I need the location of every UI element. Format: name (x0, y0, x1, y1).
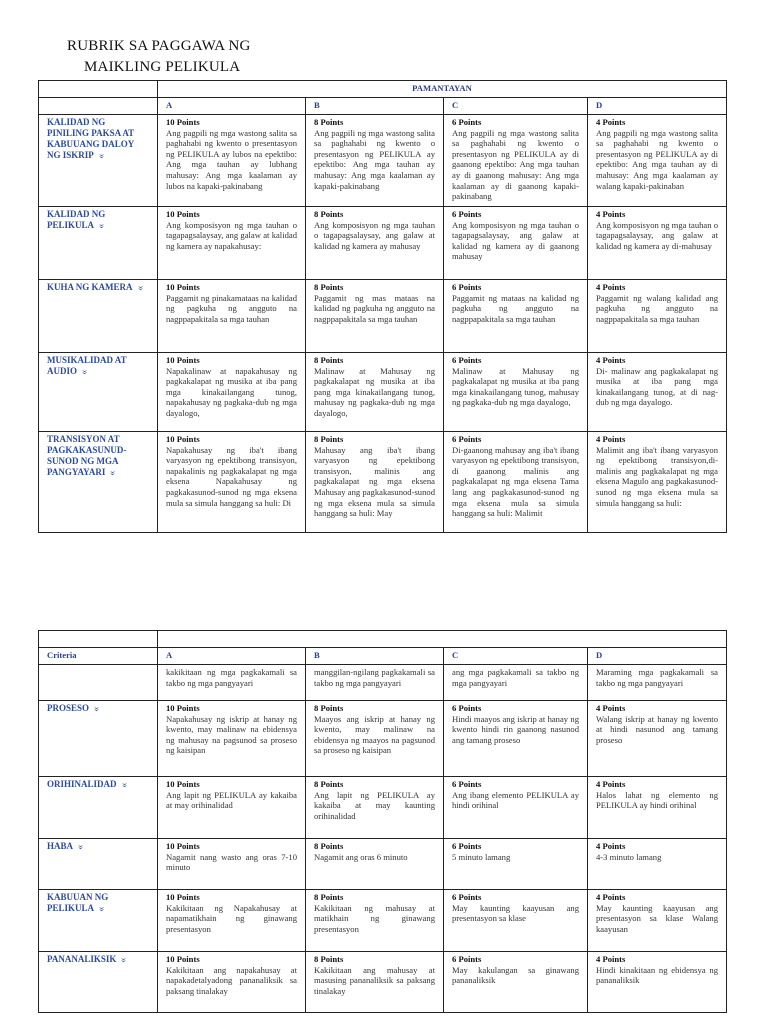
points-label: 10 Points (166, 892, 200, 902)
criterion-row (39, 777, 727, 839)
score-cell (306, 952, 444, 1013)
double-chevron-down-icon[interactable]: » (107, 470, 119, 476)
points-label: 10 Points (166, 703, 200, 713)
score-cell (444, 432, 588, 533)
score-description: Paggamit ng mas mataas na kalidad ng pagkuha ng angguto na nagppapakitala sa mga tauhan (314, 292, 435, 324)
points-label: 8 Points (314, 355, 344, 365)
points-label: 6 Points (452, 841, 482, 851)
score-description: Ang komposisyon ng mga tauhan o tagapagsalaysay, ang galaw at kalidad ng kamera ay di gaanong mahusay (452, 219, 579, 262)
points-label: 10 Points (166, 117, 200, 127)
criterion-label: PROSESO (47, 703, 90, 713)
criterion-row (39, 353, 727, 432)
score-description: Ang pagpili ng mga wastong salita sa paghahabi ng kwento o presentasyon ng PELIKULA ay lubos na epektibo: Ang mga tauhan ay lubhang mahusay: Ang mga kaalaman ay lubos na kapaki-pakinabang (166, 127, 297, 191)
score-cell (306, 432, 444, 533)
score-cell (444, 890, 588, 952)
criterion-cell (39, 890, 158, 952)
score-cell (306, 280, 444, 353)
score-description: Hindi kinakitaan ng ebidensya ng pananaliksik (596, 964, 718, 986)
score-cell (306, 839, 444, 890)
score-cell (158, 701, 306, 777)
score-description: Kakikitaan ng mahusay at matikhain ng ginawang presentasyon (314, 902, 435, 934)
points-label: 8 Points (314, 117, 344, 127)
score-cell (444, 839, 588, 890)
score-cell (158, 280, 306, 353)
document-title-line-1: RUBRIK SA PAGGAWA NG (67, 38, 251, 54)
column-a-header: A (158, 648, 306, 665)
criterion-row (39, 432, 727, 533)
points-label: 4 Points (596, 841, 626, 851)
criteria-header: Criteria (39, 648, 158, 665)
score-cell (444, 207, 588, 280)
score-description: Ang pagpili ng mga wastong salita sa paghahabi ng kwento o presentasyon ng PELIKULA ay epektibo: Ang mga tauhan ay mahusay: Ang mga kaalaman ay kapaki-pakinabang (314, 127, 435, 191)
score-description: Mahusay ang iba't ibang varyasyon ng epektibong transisyon, malinis ang pagkakalapat ng mga eksena Mahusay ang pagkakasunod-sunod ng mga eksena mula sa simula hanggang sa huli: May (314, 444, 435, 519)
column-b-header: B (306, 648, 444, 665)
score-description: May kakulangan sa ginawang pananaliksik (452, 964, 579, 986)
score-description: Ang komposisyon ng mga tauhan o tagapagsalaysay, ang galaw at kalidad ng kamera ay mahusay (314, 219, 435, 251)
criterion-label: ORIHINALIDAD (47, 779, 117, 789)
score-cell (588, 353, 727, 432)
criterion-label: KABUUAN NG PELIKULA (47, 892, 109, 913)
score-cell (444, 952, 588, 1013)
points-label: 4 Points (596, 703, 626, 713)
double-chevron-down-icon[interactable]: » (74, 844, 86, 850)
continuation-text-a: kakikitaan ng mga pagkakamali sa takbo ng mga pangyayari (166, 667, 297, 688)
column-d-header: D (588, 98, 727, 115)
points-label: 6 Points (452, 209, 482, 219)
score-cell (158, 115, 306, 207)
points-label: 8 Points (314, 434, 344, 444)
points-label: 10 Points (166, 209, 200, 219)
points-label: 4 Points (596, 209, 626, 219)
score-cell (306, 115, 444, 207)
score-cell (588, 115, 727, 207)
criterion-cell (39, 952, 158, 1013)
column-letter-row (39, 98, 727, 115)
points-label: 4 Points (596, 282, 626, 292)
score-description: Ang lapit ng PELIKULA ay kakaiba at may orihinalidad (166, 789, 297, 811)
score-cell (588, 890, 727, 952)
score-cell (158, 890, 306, 952)
criterion-row (39, 839, 727, 890)
criterion-cell (39, 777, 158, 839)
double-chevron-down-icon[interactable]: » (118, 957, 130, 963)
points-label: 4 Points (596, 355, 626, 365)
score-description: Maayos ang iskrip at hanay ng kwento, may malinaw na ebidensya ng maayos na pagsunod sa proseso ng kaisipan (314, 713, 435, 756)
score-cell (158, 777, 306, 839)
score-description: Ang ibang elemento PELIKULA ay hindi orihinal (452, 789, 579, 811)
score-description: Hindi maayos ang iskrip at hanay ng kwento hindi rin gaanong nasunod ang tamang proseso (452, 713, 579, 745)
score-cell (588, 432, 727, 533)
score-description: Napakahusay ng iskrip at hanay ng kwento, may malinaw na ebidensya ng mahusay na pagsunod sa proseso ng kaisipan (166, 713, 297, 756)
score-description: Paggamit ng mataas na kalidad ng pagkuha ng angguto na nagppapakitala sa mga tauhan (452, 292, 579, 324)
criterion-cell (39, 115, 158, 207)
points-label: 6 Points (452, 355, 482, 365)
rubric-table-2 (38, 630, 727, 1013)
criterion-row (39, 952, 727, 1013)
score-cell (444, 701, 588, 777)
score-description: Walang iskrip at hanay ng kwento at hindi nasunod ang tamang proseso (596, 713, 718, 745)
points-label: 10 Points (166, 282, 200, 292)
score-description: Nagamit ang oras 6 minuto (314, 851, 408, 862)
score-cell (306, 353, 444, 432)
rubric-table-1 (38, 80, 727, 533)
score-cell (306, 777, 444, 839)
score-description: Kakikitaan ng Napakahusay at napamatikhain ng ginawang presentasyon (166, 902, 297, 934)
points-label: 4 Points (596, 892, 626, 902)
points-label: 4 Points (596, 954, 626, 964)
score-cell (588, 952, 727, 1013)
points-label: 10 Points (166, 779, 200, 789)
score-cell (588, 280, 727, 353)
continuation-text-c: ang mga pagkakamali sa takbo ng mga pangyayari (452, 667, 579, 688)
double-chevron-down-icon[interactable]: » (95, 223, 107, 229)
continuation-text-b: manggilan-ngilang pagkakamali sa takbo ng mga pangyayari (314, 667, 435, 688)
points-label: 10 Points (166, 954, 200, 964)
points-label: 10 Points (166, 434, 200, 444)
score-cell (306, 890, 444, 952)
criterion-cell (39, 207, 158, 280)
pamantayan-header: PAMANTAYAN (158, 81, 727, 98)
score-cell (158, 353, 306, 432)
score-description: Halos lahat ng elemento ng PELIKULA ay hindi orihinal (596, 789, 718, 811)
score-description: Nagamit nang wasto ang oras 7-10 minuto (166, 851, 297, 873)
score-description: Kakikitaan ang mahusay at masusing pananaliksik sa paksang tinalakay (314, 964, 435, 996)
points-label: 8 Points (314, 841, 344, 851)
column-b-header: B (306, 98, 444, 115)
points-label: 6 Points (452, 434, 482, 444)
criterion-row (39, 890, 727, 952)
double-chevron-down-icon[interactable]: » (134, 285, 146, 291)
continuation-row (39, 665, 727, 701)
points-label: 8 Points (314, 954, 344, 964)
score-cell (588, 207, 727, 280)
score-cell (444, 353, 588, 432)
points-label: 6 Points (452, 703, 482, 713)
score-description: Malimit ang iba't ibang varyasyon ng epektibong transisyon,di- malinis ang pagkakalapat ng mga eksena Magulo ang pagkakasunod-sunod ng mga eksena mula sa simula hanggang sa huli: (596, 444, 718, 508)
score-cell (158, 839, 306, 890)
criterion-label: PANANALIKSIK (47, 954, 117, 964)
criterion-row (39, 701, 727, 777)
score-description: Paggamit ng walang kalidad ang pagkuha ng angguto na nagppapakitala sa mga tauhan (596, 292, 718, 324)
points-label: 8 Points (314, 892, 344, 902)
points-label: 10 Points (166, 355, 200, 365)
score-description: May kaunting kaayusan ang presentasyon sa klase (452, 902, 579, 924)
column-c-header: C (444, 98, 588, 115)
criterion-row (39, 115, 727, 207)
score-cell (588, 701, 727, 777)
points-label: 6 Points (452, 282, 482, 292)
criterion-cell (39, 839, 158, 890)
score-description: Malinaw at Mahusay ng pagkakalapat ng musika at iba pang mga kinakailangang tunog, mahusay ng pagkaka-dub ng mga dayalogo, (452, 365, 579, 408)
criterion-cell (39, 432, 158, 533)
criterion-cell (39, 701, 158, 777)
blank-header-row (39, 631, 727, 648)
continuation-text-d: Maraming mga pagkakamali sa takbo ng mga pangyayari (596, 667, 718, 688)
score-description: Ang lapit ng PELIKULA ay kakaiba at may kaunting orihinalidad (314, 789, 435, 821)
score-description: Malinaw at Mahusay ng pagkakalapat ng musika at iba pang mga kinakailangang tunog, mahusay ng pagkaka-dub ng mga dayalogo, (314, 365, 435, 418)
double-chevron-down-icon[interactable]: » (95, 153, 107, 159)
column-c-header: C (444, 648, 588, 665)
points-label: 6 Points (452, 892, 482, 902)
score-description: Di-gaanong mahusay ang iba't ibang varyasyon ng epektibong transisyon, di gaanong malinis ang pagkakalapat ng mga eksena Tama lang ang pagkakasunod-sunod ng mga eksena mula sa simula hanggang sa huli: Malimit (452, 444, 579, 519)
points-label: 4 Points (596, 117, 626, 127)
criterion-label: KALIDAD NG PINILING PAKSA AT KABUUANG DALOY NG ISKRIP (47, 117, 135, 160)
score-description: Napakalinaw at napakahusay ng pagkakalapat ng musika at iba pang mga kinakailangang tunog, napakahusay ng pagkaka-dub ng mga dayalogo, (166, 365, 297, 418)
points-label: 8 Points (314, 282, 344, 292)
criterion-label: HABA (47, 841, 74, 851)
criterion-label: TRANSISYON AT PAGKAKASUNUD-SUNOD NG MGA PANGYAYARI (47, 434, 127, 477)
pamantayan-header-row (39, 81, 727, 98)
points-label: 4 Points (596, 779, 626, 789)
criterion-row (39, 207, 727, 280)
criterion-label: KUHA NG KAMERA (47, 282, 133, 292)
score-cell (444, 280, 588, 353)
double-chevron-down-icon[interactable]: » (78, 369, 90, 375)
score-description: Napakahusay ng iba't ibang varyasyon ng epektibong transisyon, napakalinis ng pagkakalapat ng mga eksena Napakahusay ng pagkakasunod-sunod ng mga eksena mula sa simula hanggang sa huli: Di (166, 444, 297, 508)
score-description: Ang komposisyon ng mga tauhan o tagapagsalaysay, ang galaw at kalidad ng kamera ay napakahusay: (166, 219, 297, 251)
score-cell (158, 207, 306, 280)
column-a-header: A (158, 98, 306, 115)
score-cell (588, 777, 727, 839)
score-description: 5 minuto lamang (452, 851, 511, 862)
score-cell (306, 207, 444, 280)
score-cell (444, 777, 588, 839)
points-label: 6 Points (452, 117, 482, 127)
points-label: 8 Points (314, 703, 344, 713)
criterion-label: KALIDAD NG PELIKULA (47, 209, 106, 230)
points-label: 8 Points (314, 779, 344, 789)
criterion-row (39, 280, 727, 353)
criterion-label: MUSIKALIDAD AT AUDIO (47, 355, 127, 376)
score-cell (158, 952, 306, 1013)
points-label: 6 Points (452, 954, 482, 964)
criterion-cell (39, 353, 158, 432)
double-chevron-down-icon[interactable]: » (90, 706, 102, 712)
double-chevron-down-icon[interactable]: » (118, 782, 130, 788)
score-description: Paggamit ng pinakamataas na kalidad ng pagkuha ng angguto na nagppapakitala sa mga tauhan (166, 292, 297, 324)
score-description: 4-3 minuto lamang (596, 851, 662, 862)
score-cell (588, 839, 727, 890)
score-cell (444, 115, 588, 207)
score-description: Di- malinaw ang pagkakalapat ng musika at iba pang mga kinakailangang tunog, at di nag-dub ng mga dayalogo. (596, 365, 718, 408)
points-label: 8 Points (314, 209, 344, 219)
score-description: Ang pagpili ng mga wastong salita sa paghahabi ng kwento o presentasyon ng PELIKULA ay di epektibo: Ang mga tauhan ay di mahusay: Ang mga kaalaman ay walang kapaki-pakinaban (596, 127, 718, 191)
document-title-line-2: MAIKLING PELIKULA (84, 59, 241, 75)
score-description: Ang komposisyon ng mga tauhan o tagapagsalaysay, ang galaw at kalidad ng kamera ay di-mahusay (596, 219, 718, 251)
score-cell (158, 432, 306, 533)
score-description: Ang pagpili ng mga wastong salita sa paghahabi ng kwento o presentasyon ng PELIKULA ay di gaanong epektibo: Ang mga tauhan ay di gaanong mahusay: Ang mga kaalaman ay di gaanong kapaki-pakinabang (452, 127, 579, 202)
points-label: 6 Points (452, 779, 482, 789)
points-label: 4 Points (596, 434, 626, 444)
column-d-header: D (588, 648, 727, 665)
score-description: May kaunting kaayusan ang presentasyon sa klase Walang kaayusan (596, 902, 718, 934)
double-chevron-down-icon[interactable]: » (95, 906, 107, 912)
criteria-letter-row (39, 648, 727, 665)
points-label: 10 Points (166, 841, 200, 851)
score-cell (306, 701, 444, 777)
score-description: Kakikitaan ang napakahusay at napakadetalyadong pananaliksik sa paksang tinalakay (166, 964, 297, 996)
criterion-cell (39, 280, 158, 353)
